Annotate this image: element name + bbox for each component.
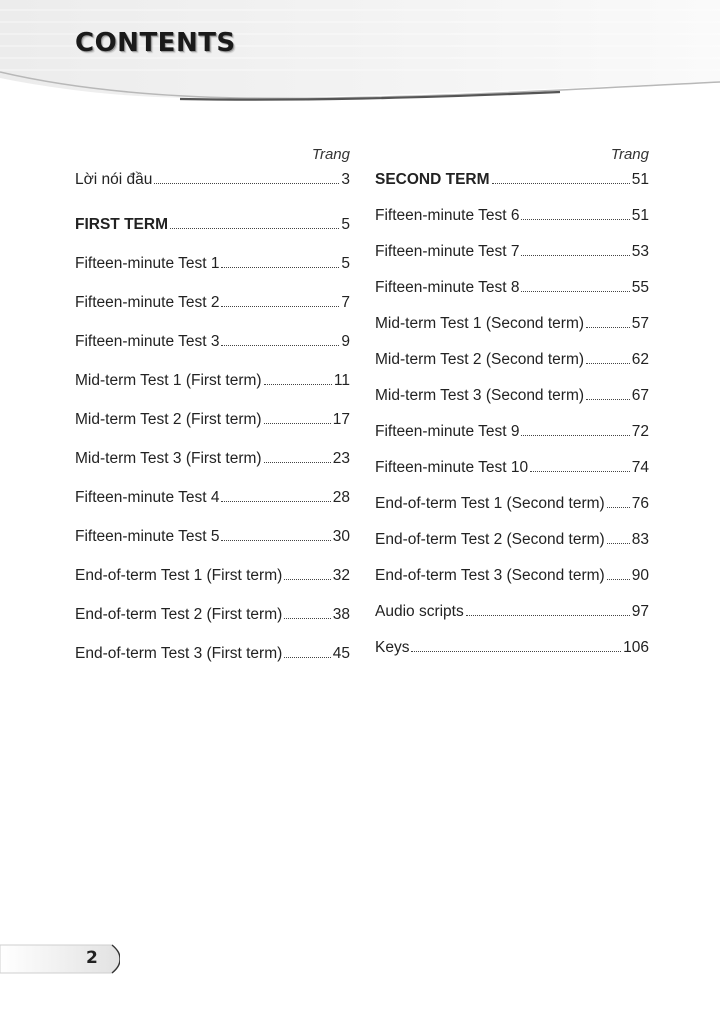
toc-entry-label: End-of-term Test 3 (Second term) (375, 567, 605, 584)
toc-entry (375, 205, 649, 227)
column-header-trang: Trang (610, 146, 649, 163)
toc-entry-label: Fifteen-minute Test 8 (375, 279, 520, 296)
toc-entry (75, 409, 350, 431)
toc-entry-label: Audio scripts (375, 603, 464, 620)
dot-leader (284, 618, 330, 619)
toc-entry-page: 74 (631, 459, 649, 476)
toc-entry (75, 370, 350, 392)
toc-entry (75, 214, 350, 236)
toc-entry-page: 55 (631, 279, 649, 296)
toc-entry (75, 643, 350, 665)
toc-entry (375, 241, 649, 263)
toc-entry-page: 45 (332, 645, 350, 662)
dot-leader (521, 255, 629, 256)
toc-entry-label: End-of-term Test 2 (First term) (75, 606, 283, 623)
dot-leader (411, 651, 621, 652)
toc-entry (75, 448, 350, 470)
toc-entry (75, 253, 350, 275)
dot-leader (284, 579, 330, 580)
dot-leader (221, 345, 339, 346)
toc-entry-page: 76 (631, 495, 649, 512)
dot-leader (221, 540, 330, 541)
toc-left-list (75, 169, 350, 665)
toc-entry (375, 637, 649, 659)
toc-entry-page: 72 (631, 423, 649, 440)
toc-entry-page: 32 (332, 567, 350, 584)
toc-entry (75, 169, 350, 191)
toc-entry-label: Lời nói đầu (75, 171, 153, 188)
dot-leader (607, 543, 630, 544)
dot-leader (154, 183, 339, 184)
toc-entry (75, 487, 350, 509)
toc-entry-page: 51 (631, 171, 649, 188)
toc-entry (75, 292, 350, 314)
toc-entry-label: Keys (375, 639, 410, 656)
toc-entry-label: End-of-term Test 1 (First term) (75, 567, 283, 584)
dot-leader (264, 423, 331, 424)
toc-entry-page: 17 (332, 411, 350, 428)
toc-entry-page: 53 (631, 243, 649, 260)
toc-entry (375, 457, 649, 479)
toc-entry-label: End-of-term Test 1 (Second term) (375, 495, 605, 512)
dot-leader (492, 183, 630, 184)
page-title: CONTENTS (75, 28, 236, 58)
toc-entry-page: 5 (341, 255, 350, 272)
toc-entry-label: Mid-term Test 1 (Second term) (375, 315, 585, 332)
dot-leader (586, 399, 630, 400)
toc-entry-page: 106 (623, 639, 649, 656)
toc-entry-page: 57 (631, 315, 649, 332)
toc-entry-page: 38 (332, 606, 350, 623)
toc-entry (375, 565, 649, 587)
toc-entry-label: End-of-term Test 2 (Second term) (375, 531, 605, 548)
toc-entry (75, 526, 350, 548)
toc-entry-label: Fifteen-minute Test 5 (75, 528, 220, 545)
toc-entry-page: 62 (631, 351, 649, 368)
toc-entry-label: Fifteen-minute Test 1 (75, 255, 220, 272)
dot-leader (586, 363, 630, 364)
toc-entry-page: 97 (631, 603, 649, 620)
toc-left-column (75, 145, 350, 665)
toc-entry (375, 277, 649, 299)
toc-entry (375, 421, 649, 443)
toc-entry-page: 23 (332, 450, 350, 467)
toc-entry-label: End-of-term Test 3 (First term) (75, 645, 283, 662)
toc-entry-label: SECOND TERM (375, 171, 490, 188)
toc-entry-label: Fifteen-minute Test 2 (75, 294, 220, 311)
dot-leader (521, 219, 629, 220)
dot-leader (521, 291, 629, 292)
toc-right-column (375, 145, 649, 659)
dot-leader (170, 228, 339, 229)
dot-leader (221, 501, 330, 502)
dot-leader (466, 615, 630, 616)
dot-leader (221, 306, 339, 307)
toc-entry (75, 331, 350, 353)
toc-entry (375, 529, 649, 551)
dot-leader (264, 462, 331, 463)
dot-leader (264, 384, 332, 385)
toc-entry-label: Fifteen-minute Test 9 (375, 423, 520, 440)
dot-leader (530, 471, 630, 472)
toc-entry-page: 28 (332, 489, 350, 506)
toc-right-list (375, 169, 649, 659)
toc-entry-page: 9 (341, 333, 350, 350)
toc-entry-label: Fifteen-minute Test 10 (375, 459, 529, 476)
dot-leader (586, 327, 630, 328)
toc-entry (375, 349, 649, 371)
toc-entry-page: 11 (333, 372, 350, 389)
toc-entry-page: 51 (631, 207, 649, 224)
toc-entry-label: FIRST TERM (75, 216, 168, 233)
toc-entry-page: 7 (341, 294, 350, 311)
toc-entry-page: 5 (341, 216, 350, 233)
toc-entry (75, 604, 350, 626)
toc-entry (75, 565, 350, 587)
toc-entry-page: 83 (631, 531, 649, 548)
dot-leader (607, 507, 630, 508)
toc-entry (375, 313, 649, 335)
toc-entry-label: Fifteen-minute Test 3 (75, 333, 220, 350)
dot-leader (284, 657, 330, 658)
dot-leader (221, 267, 339, 268)
page-header (0, 0, 720, 110)
toc-entry (375, 169, 649, 191)
toc-entry-page: 67 (631, 387, 649, 404)
dot-leader (607, 579, 630, 580)
toc-entry-label: Mid-term Test 1 (First term) (75, 372, 262, 389)
toc-entry-label: Fifteen-minute Test 7 (375, 243, 520, 260)
toc-entry-label: Mid-term Test 2 (Second term) (375, 351, 585, 368)
toc-entry-page: 3 (341, 171, 350, 188)
page-number-tab (0, 944, 120, 974)
toc-entry-label: Mid-term Test 3 (Second term) (375, 387, 585, 404)
page-number: 2 (86, 948, 98, 968)
toc-entry-page: 30 (332, 528, 350, 545)
toc-entry-label: Mid-term Test 3 (First term) (75, 450, 262, 467)
toc-entry (375, 493, 649, 515)
column-header-trang: Trang (311, 146, 350, 163)
toc-entry (375, 385, 649, 407)
toc-entry-label: Fifteen-minute Test 6 (375, 207, 520, 224)
dot-leader (521, 435, 629, 436)
toc-entry-label: Fifteen-minute Test 4 (75, 489, 220, 506)
toc-entry-page: 90 (631, 567, 649, 584)
toc-entry-label: Mid-term Test 2 (First term) (75, 411, 262, 428)
toc-entry (375, 601, 649, 623)
